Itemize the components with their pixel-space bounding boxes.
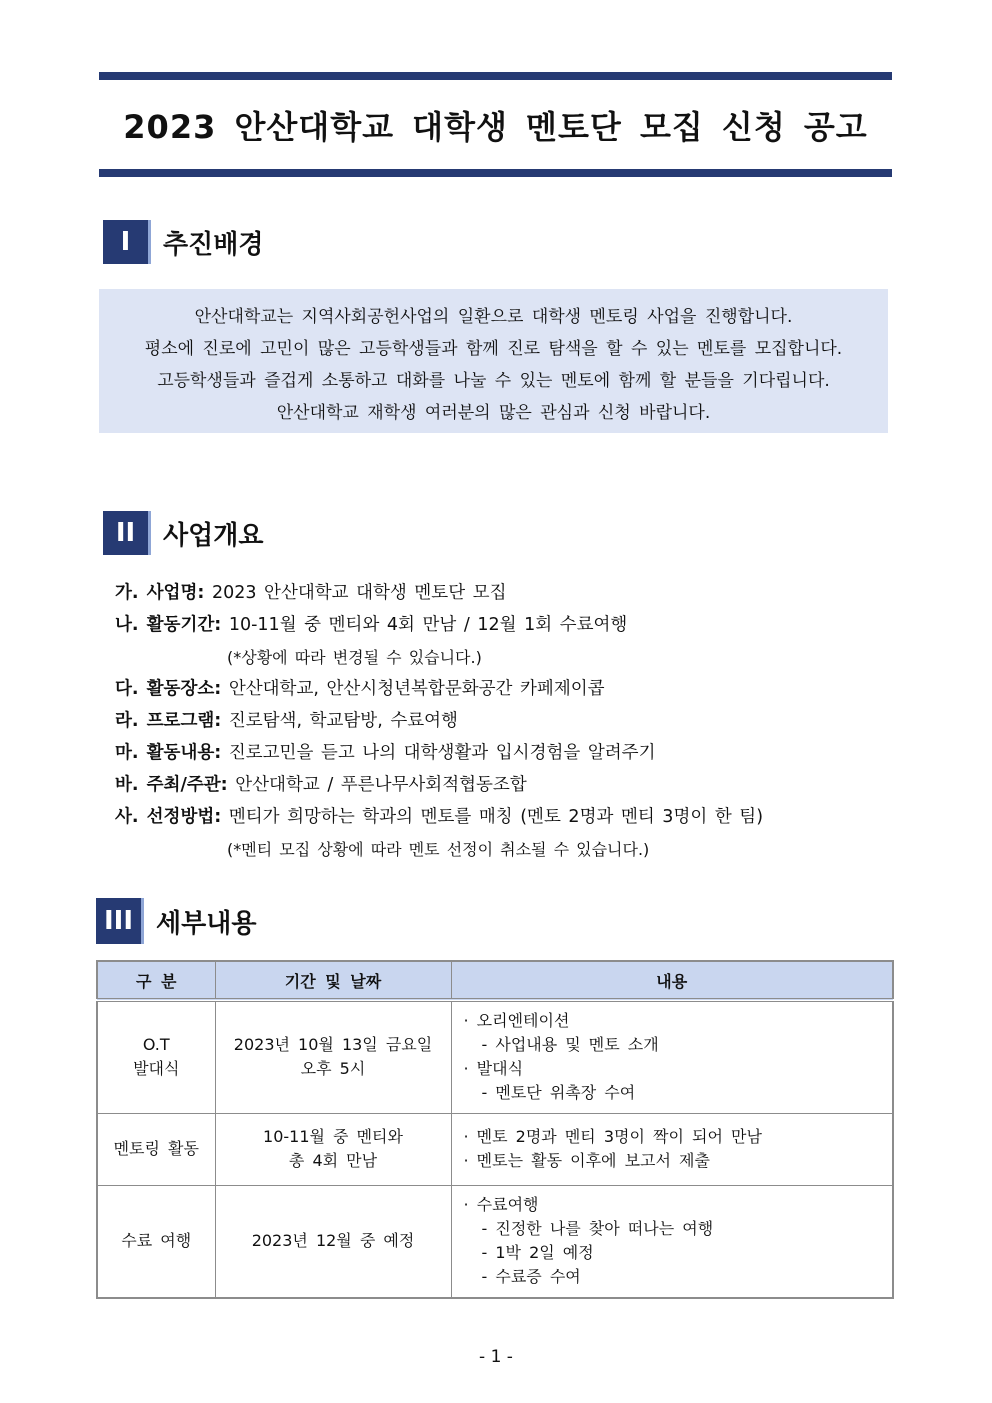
- document-title: 2023 안산대학교 대학생 멘토단 모집 신청 공고: [123, 108, 868, 146]
- overview-label: 나. 활동기간:: [115, 615, 222, 635]
- date-line: 오후 5시: [300, 1059, 366, 1079]
- overview-label: 사. 선정방법:: [115, 807, 222, 827]
- date-line: 2023년 12월 중 예정: [251, 1231, 415, 1251]
- cell-content: [451, 1000, 893, 1113]
- background-box: [99, 289, 888, 433]
- section-2-number: II: [103, 511, 151, 555]
- category-line: 발대식: [133, 1059, 180, 1079]
- category-line: 멘토링 활동: [113, 1139, 199, 1158]
- overview-label: 바. 주최/주관:: [115, 775, 228, 795]
- cell-category: [97, 1113, 215, 1185]
- overview-item-name: [115, 579, 507, 604]
- section-3-number: III: [96, 898, 144, 944]
- table-row-ot: [97, 1000, 893, 1113]
- background-line: 안산대학교는 지역사회공헌사업의 일환으로 대학생 멘토링 사업을 진행합니다.: [194, 307, 793, 327]
- table-header-row: [97, 961, 893, 1000]
- content-bullet: · 멘토 2명과 멘티 3명이 짝이 되어 만남: [463, 1127, 762, 1146]
- column-header-content: 내용: [451, 961, 893, 1000]
- content-sub: - 멘토단 위촉장 수여: [481, 1083, 636, 1103]
- overview-note-selection: (*멘티 모집 상황에 따라 멘토 선정이 취소될 수 있습니다.): [227, 840, 650, 859]
- content-sub: - 1박 2일 예정: [481, 1243, 594, 1263]
- overview-label: 가. 사업명:: [115, 583, 205, 603]
- content-sub: - 진정한 나를 찾아 떠나는 여행: [481, 1219, 714, 1239]
- column-header-category: 구 분: [97, 961, 215, 1000]
- category-line: O.T: [142, 1035, 170, 1055]
- background-line: 안산대학교 재학생 여러분의 많은 관심과 신청 바랍니다.: [276, 403, 711, 423]
- overview-item-period: [115, 611, 627, 636]
- cell-date: [215, 1185, 451, 1298]
- section-1-title: 추진배경: [163, 229, 264, 260]
- column-header-date: 기간 및 날짜: [215, 961, 451, 1000]
- overview-value: 멘티가 희망하는 학과의 멘토를 매칭 (멘토 2명과 멘티 3명이 한 팀): [228, 807, 764, 827]
- overview-value: 10-11월 중 멘티와 4회 만남 / 12월 1회 수료여행: [228, 615, 628, 635]
- date-line: 총 4회 만남: [288, 1151, 378, 1170]
- category-line: 수료 여행: [121, 1231, 192, 1251]
- table-row-graduation-trip: [97, 1185, 893, 1298]
- section-2-heading: [103, 511, 263, 555]
- overview-item-host: [115, 771, 527, 796]
- section-3-heading: [96, 898, 256, 944]
- date-line: 2023년 10월 13일 금요일: [233, 1035, 433, 1055]
- overview-value: 진로탐색, 학교탐방, 수료여행: [228, 711, 458, 731]
- overview-value: 안산대학교 / 푸른나무사회적협동조합: [235, 775, 527, 795]
- detail-table: [96, 960, 894, 1299]
- cell-category: [97, 1000, 215, 1113]
- page-number: - 1 -: [479, 1347, 513, 1367]
- content-sub: - 사업내용 및 멘토 소개: [481, 1035, 659, 1055]
- cell-date: [215, 1000, 451, 1113]
- overview-note-period: (*상황에 따라 변경될 수 있습니다.): [227, 648, 482, 667]
- section-2-title: 사업개요: [163, 520, 264, 551]
- content-sub: - 수료증 수여: [481, 1267, 581, 1287]
- background-line: 고등학생들과 즐겁게 소통하고 대화를 나눌 수 있는 멘토에 함께 할 분들을 기다립니다.: [157, 371, 830, 391]
- overview-item-selection: [115, 803, 763, 828]
- overview-item-place: [115, 675, 605, 700]
- content-bullet: · 오리엔테이션: [463, 1011, 570, 1031]
- overview-value: 2023 안산대학교 대학생 멘토단 모집: [211, 583, 507, 603]
- section-3-title: 세부내용: [156, 908, 257, 939]
- title-top-rule: [99, 72, 892, 80]
- cell-content: [451, 1113, 893, 1185]
- background-line: 평소에 진로에 고민이 많은 고등학생들과 함께 진로 탐색을 할 수 있는 멘토를 모집합니다.: [144, 339, 843, 359]
- section-1-heading: [103, 220, 263, 264]
- cell-category: [97, 1185, 215, 1298]
- title-bottom-rule: [99, 169, 892, 177]
- content-bullet: · 수료여행: [463, 1195, 539, 1215]
- table-row-mentoring: [97, 1113, 893, 1185]
- content-bullet: · 멘토는 활동 이후에 보고서 제출: [463, 1151, 710, 1170]
- content-bullet: · 발대식: [463, 1059, 524, 1079]
- overview-label: 다. 활동장소:: [115, 679, 222, 699]
- date-line: 10-11월 중 멘티와: [263, 1127, 403, 1146]
- overview-item-activity: [115, 739, 655, 764]
- overview-value: 안산대학교, 안산시청년복합문화공간 카페제이콥: [228, 679, 605, 699]
- overview-value: 진로고민을 듣고 나의 대학생활과 입시경험을 알려주기: [228, 743, 656, 763]
- overview-item-program: [115, 707, 458, 732]
- overview-label: 라. 프로그램:: [115, 711, 222, 731]
- overview-label: 마. 활동내용:: [115, 743, 222, 763]
- section-1-number: I: [103, 220, 151, 264]
- cell-content: [451, 1185, 893, 1298]
- cell-date: [215, 1113, 451, 1185]
